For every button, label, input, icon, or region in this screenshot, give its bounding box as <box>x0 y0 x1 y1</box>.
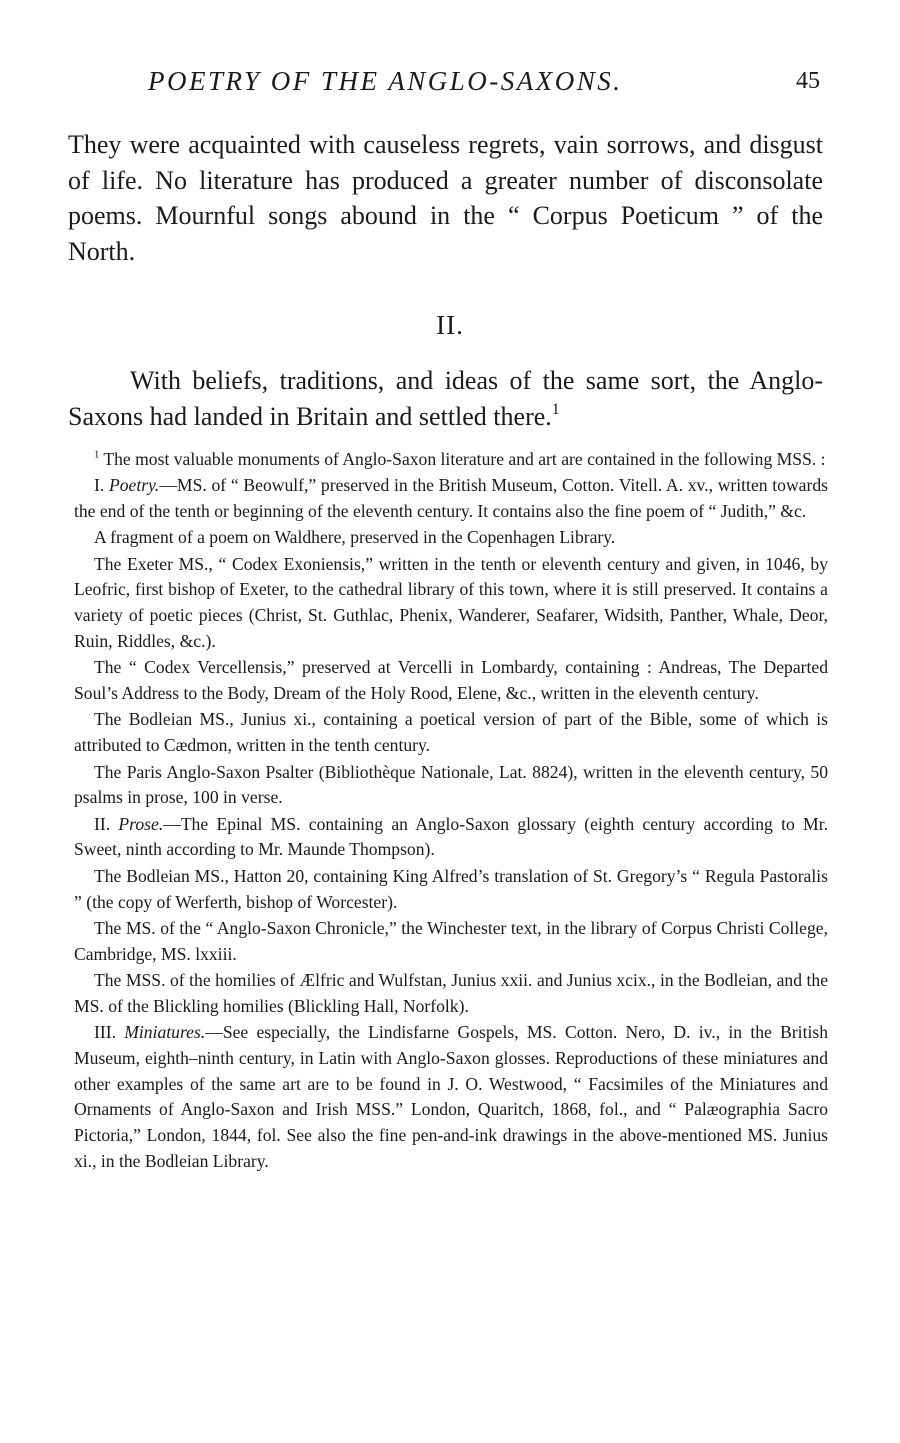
footnote-poetry <box>74 473 828 525</box>
footnote-exeter: The Exeter MS., “ Codex Exoniensis,” written in the tenth or eleventh century and given, in 1046, by Leofric, first bishop of Exeter, to the cathedral library of this town, where it is still preserved. It contains a variety of poetic pieces (Christ, St. Guthlac, Phenix, Wanderer, Seafarer, Widsith, Panther, Whale, Deor, Ruin, Riddles, &c.). <box>74 553 828 652</box>
footnote-waldhere: A fragment of a poem on Waldhere, preserved in the Copenhagen Library. <box>94 527 616 548</box>
prose-numeral: II. <box>94 813 111 834</box>
running-title: POETRY OF THE ANGLO-SAXONS. <box>148 66 623 96</box>
footnote-psalter: The Paris Anglo-Saxon Psalter (Bibliothèque Nationale, Lat. 8824), written in the eleventh century, 50 psalms in prose, 100 in verse. <box>74 761 828 808</box>
footnote-homilies: The MSS. of the homilies of Ælfric and Wulfstan, Junius xxii. and Junius xcix., in the Bodleian, and the MS. of the Blickling homilies (Blickling Hall, Norfolk). <box>74 969 828 1016</box>
miniatures-label: Miniatures. <box>124 1022 206 1043</box>
footnote-intro-text: The most valuable monuments of Anglo-Saxon literature and art are contained in the following MSS. : <box>103 449 826 469</box>
prose-text: —The Epinal MS. containing an Anglo-Saxon glossary (eighth century according to Mr. Sweet, ninth according to Mr. Maunde Thompson). <box>74 813 828 860</box>
poetry-label: Poetry. <box>109 475 160 496</box>
footnote-prose <box>74 812 828 864</box>
footnote-hatton: The Bodleian MS., Hatton 20, containing King Alfred’s translation of St. Gregory’s “ Regula Pastoralis ” (the copy of Werferth, bishop of Worcester). <box>74 865 828 912</box>
page-number: 45 <box>796 68 820 94</box>
poetry-text: —MS. of “ Beowulf,” preserved in the British Museum, Cotton. Vitell. A. xv., written towards the end of the tenth or beginning of the eleventh century. It contains also the fine poem of “ Judith,” &c. <box>74 475 828 522</box>
footnote-intro <box>74 447 828 473</box>
footnote-reference-marker: 1 <box>551 400 560 418</box>
footnote-marker: 1 <box>94 449 100 461</box>
miniatures-numeral: III. <box>94 1022 116 1043</box>
footnotes-block <box>74 447 828 1175</box>
poetry-numeral: I. <box>94 475 105 496</box>
footnote-vercelli: The “ Codex Vercellensis,” preserved at Vercelli in Lombardy, containing : Andreas, The Departed Soul’s Address to the Body, Dream of the Holy Rood, Elene, &c., written in the eleventh century. <box>74 657 828 704</box>
running-head <box>70 66 830 106</box>
section-heading: II. <box>436 310 464 340</box>
footnote-chronicle: The MS. of the “ Anglo-Saxon Chronicle,” the Winchester text, in the library of Corpus Christi College, Cambridge, MS. lxxiii. <box>74 917 828 964</box>
footnote-miniatures <box>74 1020 828 1175</box>
miniatures-text: —See especially, the Lindisfarne Gospels, MS. Cotton. Nero, D. iv., in the British Museum, eighth–ninth century, in Latin with Anglo-Saxon glosses. Reproductions of these miniatures and other examples of the same art are to be found in J. O. Westwood, “ Facsimiles of the Miniatures and Ornaments of Anglo-Saxon and Irish MSS.” London, Quaritch, 1868, fol., and “ Palæographia Sacro Pictoria,” London, 1844, fol. See also the fine pen-and-ink drawings in the above-mentioned MS. Junius xi., in the Bodleian Library. <box>74 1022 828 1172</box>
body-paragraph-2 <box>68 363 823 434</box>
footnote-junius: The Bodleian MS., Junius xi., containing a poetical version of part of the Bible, some of which is attributed to Cædmon, written in the tenth century. <box>74 709 828 756</box>
prose-label: Prose. <box>118 813 164 834</box>
body-paragraph-2-text: With beliefs, traditions, and ideas of the same sort, the Anglo-Saxons had landed in Britain and settled there. <box>68 366 823 431</box>
body-paragraph-1: They were acquainted with causeless regrets, vain sorrows, and disgust of life. No literature has produced a greater number of disconsolate poems. Mournful songs abound in the “ Corpus Poeticum ” of the North. <box>68 130 823 266</box>
